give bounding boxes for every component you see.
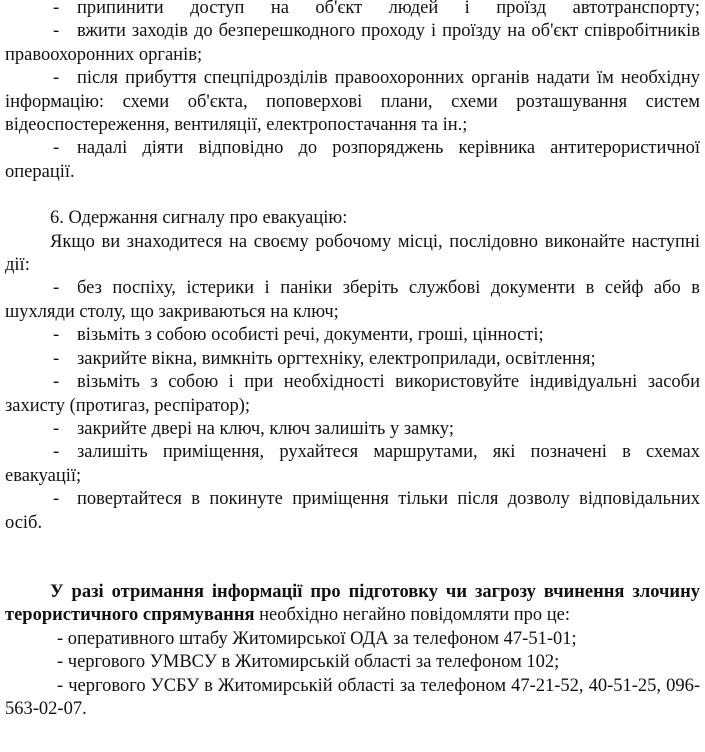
notice-paragraph: [5, 581, 700, 628]
list-item: - повертайтеся в покинуте приміщення тільки після дозволу відповідальних осіб.: [5, 488, 700, 535]
notice-text: необхідно негайно повідомляти про це:: [254, 605, 571, 626]
list-item: - надалі діяти відповідно до розпоряджень керівника антитерористичної операції.: [5, 137, 700, 184]
list-item: - візьміть з собою особисті речі, документи, гроші, цінності;: [5, 324, 700, 347]
list-item: - після прибуття спецпідрозділів правоохоронних органів надати їм необхідну інформацію: схеми об'єкта, поповерхові плани, схеми розташування систем відеоспостереження, вентиляції, електропостачання та ін.;: [5, 67, 700, 137]
list-item: - припинити доступ на об'єкт людей і проїзд автотранспорту;: [5, 0, 700, 20]
list-item: - залишіть приміщення, рухайтеся маршрутами, які позначені в схемах евакуації;: [5, 441, 700, 488]
section-intro: Якщо ви знаходитеся на своєму робочому місці, послідовно виконайте наступні дії:: [5, 231, 700, 276]
phone-line: - оперативного штабу Житомирської ОДА за телефоном 47-51-01;: [57, 628, 577, 649]
list-item: - вжити заходів до безперешкодного проходу і проїзду на об'єкт співробітників правоохоронних органів;: [5, 20, 700, 67]
list-item: - без поспіху, істерики і паніки зберіть службові документи в сейф або в шухляди столу, що закриваються на ключ;: [5, 277, 700, 324]
paragraph-spacer: [5, 535, 700, 581]
document-page: [5, 0, 700, 721]
list-item: - закрийте двері на ключ, ключ залишіть у замку;: [5, 418, 700, 441]
list-item: - візьміть з собою і при необхідності використовуйте індивідуальні засоби захисту (протигаз, респіратор);: [5, 371, 700, 418]
phone-line: - чергового УМВСУ в Житомирській області за телефоном 102;: [57, 652, 560, 673]
section-heading: 6. Одержання сигналу про евакуацію:: [50, 208, 348, 229]
list-item: - закрийте вікна, вимкніть оргтехніку, електроприлади, освітлення;: [5, 348, 700, 371]
notice-bold-text: У разі отримання інформації про підготовку чи загрозу вчинення злочину терористичного спрямування: [5, 581, 700, 626]
paragraph-spacer: [5, 184, 700, 207]
phone-line: - чергового УСБУ в Житомирській області за телефоном 47-21-52, 40-51-25, 096-563-02-07.: [5, 675, 700, 719]
